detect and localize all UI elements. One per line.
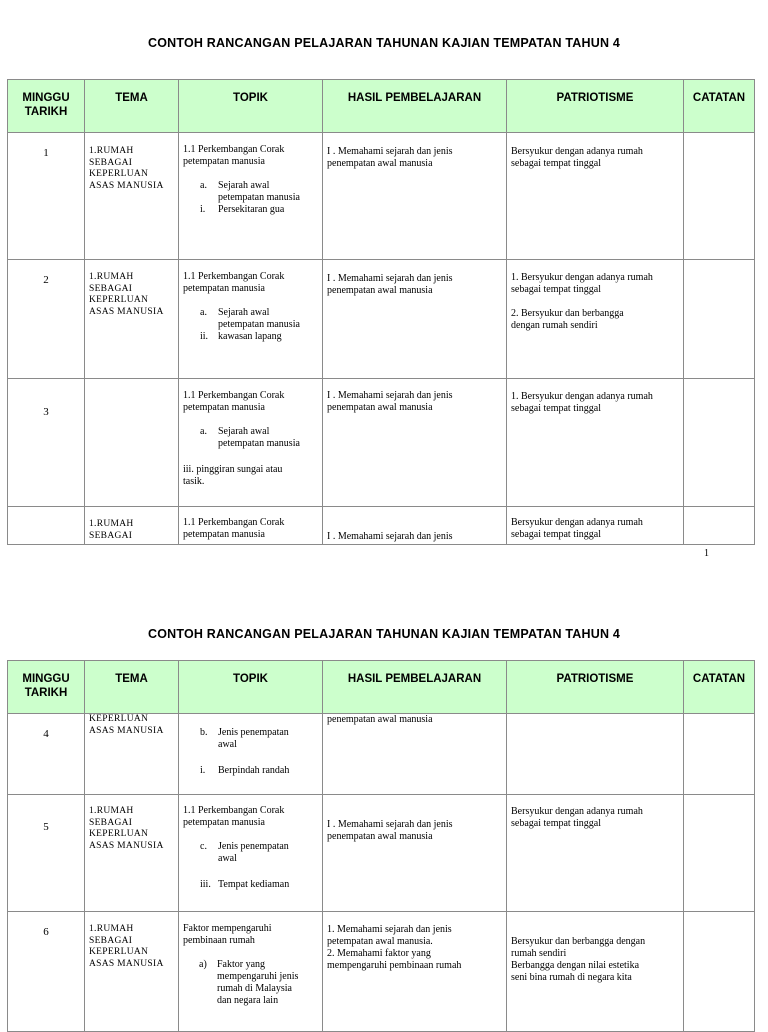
catatan-cell: [684, 714, 755, 795]
table-row: [8, 133, 755, 260]
week-number: 4: [8, 714, 85, 795]
header-minggu-tarikh: MINGGU TARIKH: [8, 80, 85, 133]
tema-cell: 1.RUMAH SEBAGAI KEPERLUAN ASAS MANUSIA: [85, 260, 179, 379]
hasil-cell: I . Memahami sejarah dan jenis penempatan awal manusia: [323, 133, 507, 260]
page-title: CONTOH RANCANGAN PELAJARAN TAHUNAN KAJIAN TEMPATAN TAHUN 4: [147, 36, 620, 50]
hasil-cell: I . Memahami sejarah dan jenis penempatan awal manusia: [323, 379, 507, 507]
table-header-row: [8, 80, 755, 133]
hasil-cell: penempatan awal manusia: [323, 714, 507, 795]
tema-cell: 1.RUMAH SEBAGAI KEPERLUAN ASAS MANUSIA: [85, 795, 179, 912]
topik-cell: 1.1 Perkembangan Corak petempatan manusia a. Sejarah awal petempatan manusia i. Persekitaran gua: [179, 133, 323, 260]
patriotisme-cell: 1. Bersyukur dengan adanya rumah sebagai tempat tinggal 2. Bersyukur dan berbangga dengan rumah sendiri: [507, 260, 684, 379]
header-minggu-tarikh: MINGGU TARIKH: [8, 661, 85, 714]
lesson-plan-table-page-1: [7, 79, 755, 545]
hasil-cell: 1. Memahami sejarah dan jenis petempatan awal manusia. 2. Memahami faktor yang mempengaruhi pembinaan rumah: [323, 912, 507, 1032]
table-row: [8, 795, 755, 912]
table-row: [8, 260, 755, 379]
week-number: 6: [8, 912, 85, 1032]
patriotisme-cell: Bersyukur dan berbangga dengan rumah sendiri Berbangga dengan nilai estetika seni bina rumah di negara kita: [507, 912, 684, 1032]
header-patriotisme: PATRIOTISME: [507, 661, 684, 714]
tema-cell: 1.RUMAH SEBAGAI: [85, 507, 179, 545]
catatan-cell: [684, 133, 755, 260]
catatan-cell: [684, 507, 755, 545]
topik-cell: Faktor mempengaruhi pembinaan rumah a) Faktor yang mempengaruhi jenis rumah di Malaysia dan negara lain: [179, 912, 323, 1032]
header-hasil: HASIL PEMBELAJARAN: [323, 661, 507, 714]
hasil-cell: I . Memahami sejarah dan jenis: [323, 507, 507, 545]
catatan-cell: [684, 912, 755, 1032]
week-number: 2: [8, 260, 85, 379]
topik-cell: 1.1 Perkembangan Corak petempatan manusia c. Jenis penempatan awal iii. Tempat kediaman: [179, 795, 323, 912]
patriotisme-cell: [507, 714, 684, 795]
header-topik: TOPIK: [179, 80, 323, 133]
lesson-plan-table-page-2: [7, 660, 755, 1032]
topik-cell: 1.1 Perkembangan Corak petempatan manusia a. Sejarah awal petempatan manusia iii. pinggiran sungai atau tasik.: [179, 379, 323, 507]
table-row: [8, 714, 755, 795]
table-header-row: [8, 661, 755, 714]
week-number: [8, 507, 85, 545]
tema-cell: KEPERLUAN ASAS MANUSIA: [85, 714, 179, 795]
week-number: 5: [8, 795, 85, 912]
patriotisme-cell: Bersyukur dengan adanya rumah sebagai tempat tinggal: [507, 133, 684, 260]
catatan-cell: [684, 795, 755, 912]
header-hasil: HASIL PEMBELAJARAN: [323, 80, 507, 133]
header-tema: TEMA: [85, 661, 179, 714]
tema-cell: [85, 379, 179, 507]
patriotisme-cell: 1. Bersyukur dengan adanya rumah sebagai tempat tinggal: [507, 379, 684, 507]
topik-cell: 1.1 Perkembangan Corak petempatan manusia a. Sejarah awal petempatan manusia ii. kawasan lapang: [179, 260, 323, 379]
tema-cell: 1.RUMAH SEBAGAI KEPERLUAN ASAS MANUSIA: [85, 133, 179, 260]
catatan-cell: [684, 260, 755, 379]
page-title: CONTOH RANCANGAN PELAJARAN TAHUNAN KAJIAN TEMPATAN TAHUN 4: [147, 627, 620, 641]
tema-cell: 1.RUMAH SEBAGAI KEPERLUAN ASAS MANUSIA: [85, 912, 179, 1032]
topik-cell: 1.1 Perkembangan Corak petempatan manusia: [179, 507, 323, 545]
header-tema: TEMA: [85, 80, 179, 133]
header-catatan: CATATAN: [684, 80, 755, 133]
week-number: 3: [8, 379, 85, 507]
header-topik: TOPIK: [179, 661, 323, 714]
table-row: [8, 379, 755, 507]
table-row: [8, 507, 755, 545]
table-row: [8, 912, 755, 1032]
header-catatan: CATATAN: [684, 661, 755, 714]
patriotisme-cell: Bersyukur dengan adanya rumah sebagai tempat tinggal: [507, 795, 684, 912]
page-number: 1: [704, 548, 709, 559]
week-number: 1: [8, 133, 85, 260]
hasil-cell: I . Memahami sejarah dan jenis penempatan awal manusia: [323, 260, 507, 379]
patriotisme-cell: Bersyukur dengan adanya rumah sebagai tempat tinggal: [507, 507, 684, 545]
hasil-cell: I . Memahami sejarah dan jenis penempatan awal manusia: [323, 795, 507, 912]
header-patriotisme: PATRIOTISME: [507, 80, 684, 133]
topik-cell: b. Jenis penempatan awal i. Berpindah randah: [179, 714, 323, 795]
catatan-cell: [684, 379, 755, 507]
